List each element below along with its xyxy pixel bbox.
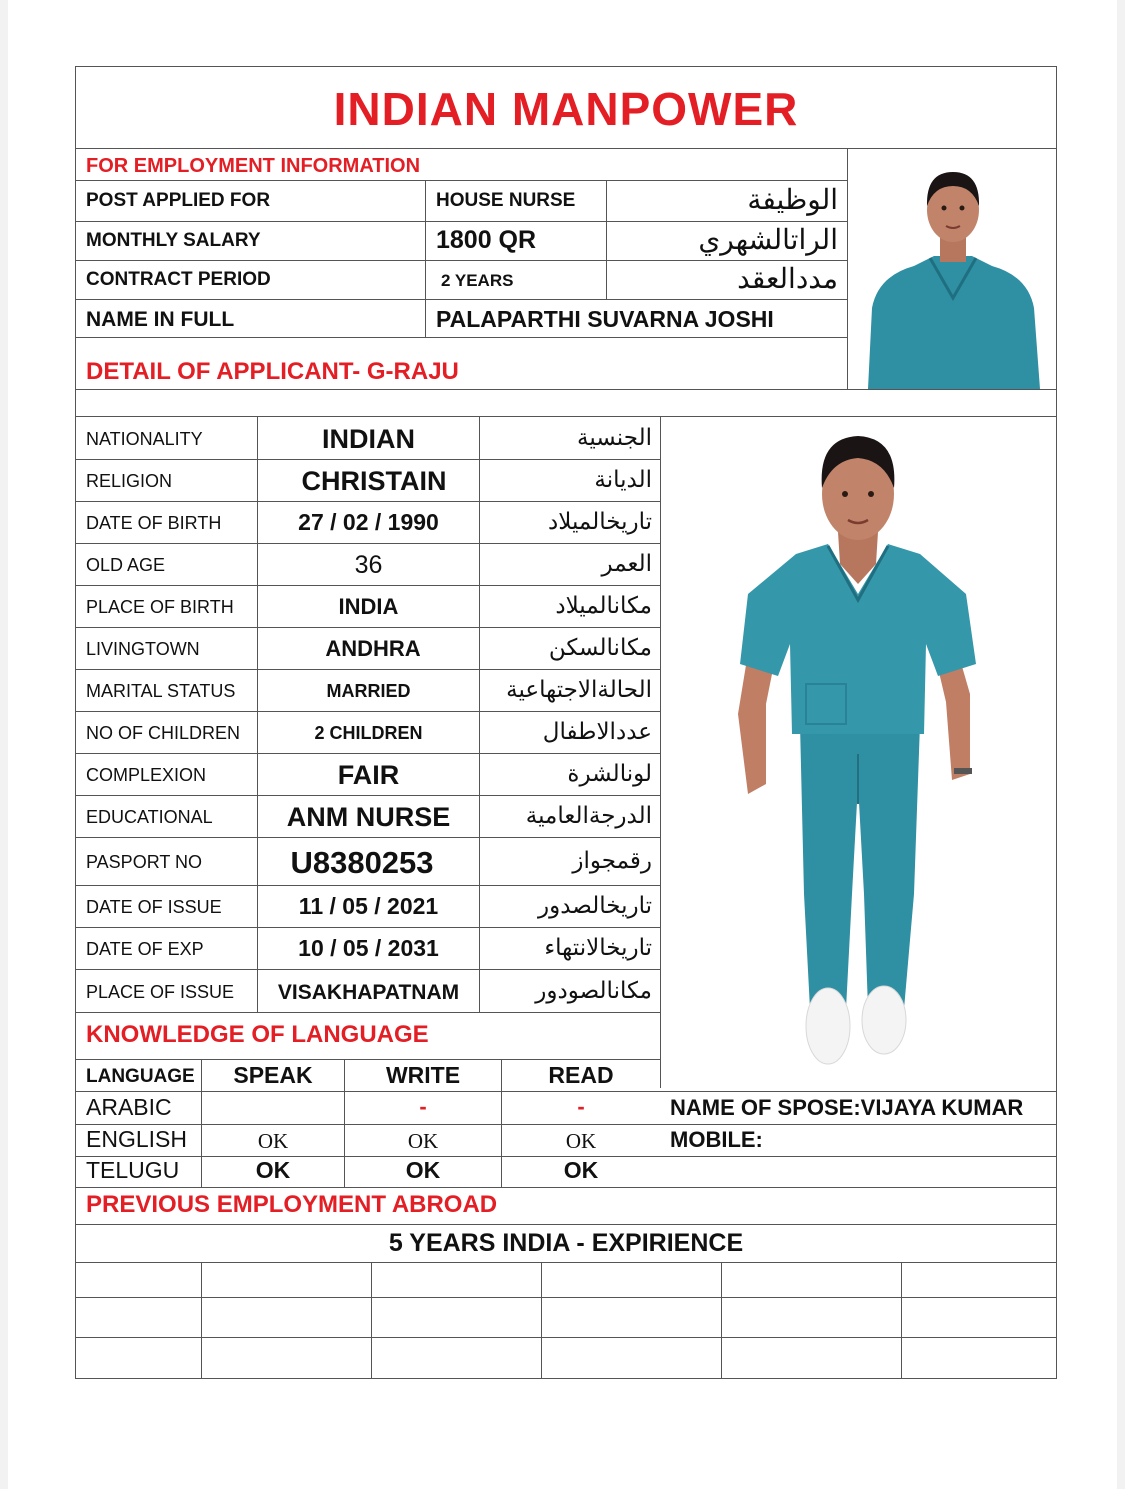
passport-label: PASPORT NO — [86, 852, 203, 872]
dob-label: DATE OF BIRTH — [86, 513, 222, 533]
complexion-label: COMPLEXION — [86, 765, 207, 785]
applicant-heading: DETAIL OF APPLICANT- G-RAJU — [86, 358, 459, 385]
date-of-exp-label: DATE OF EXP — [86, 939, 204, 959]
age-arabic: العمر — [601, 550, 652, 576]
place-of-issue-label: PLACE OF ISSUE — [86, 982, 235, 1002]
passport-arabic: رقمجواز — [572, 847, 652, 873]
religion-label: RELIGION — [86, 471, 173, 491]
educational-arabic: الدرجةالعامية — [525, 802, 652, 828]
dob-arabic: تاريخالميلاد — [548, 508, 652, 534]
children-arabic: عددالاطفال — [542, 718, 652, 744]
write-col-header: WRITE — [385, 1062, 461, 1088]
educational-value: ANM NURSE — [286, 802, 451, 832]
contract-period-arabic: مددالعقد — [737, 263, 838, 294]
telugu-language: TELUGU — [86, 1157, 180, 1183]
english-write: OK — [407, 1129, 439, 1153]
previous-employment-heading: PREVIOUS EMPLOYMENT ABROAD — [86, 1191, 498, 1218]
dob-value: 27 / 02 / 1990 — [298, 509, 439, 535]
post-applied-label: POST APPLIED FOR — [86, 190, 271, 211]
post-applied-arabic: الوظيفة — [747, 184, 838, 215]
english-read: OK — [565, 1129, 597, 1153]
date-of-issue-arabic: تاريخالصدور — [537, 892, 652, 918]
page-title: INDIAN MANPOWER — [333, 83, 799, 135]
complexion-arabic: لونالشرة — [567, 760, 652, 786]
marital-status-value: MARRIED — [326, 681, 411, 701]
children-label: NO OF CHILDREN — [86, 723, 241, 743]
age-label: OLD AGE — [86, 555, 166, 575]
applicant-photo-small — [864, 158, 1042, 389]
contract-period-label: CONTRACT PERIOD — [86, 269, 271, 290]
arabic-language: ARABIC — [86, 1094, 172, 1120]
read-col-header: READ — [548, 1062, 614, 1088]
full-name-label: NAME IN FULL — [86, 308, 235, 331]
place-of-issue-value: VISAKHAPATNAM — [277, 981, 460, 1004]
religion-value: CHRISTAIN — [301, 466, 447, 496]
post-applied-value: HOUSE NURSE — [436, 190, 576, 211]
full-name-value: PALAPARTHI SUVARNA JOSHI — [436, 306, 774, 332]
telugu-speak: OK — [255, 1157, 291, 1183]
nationality-label: NATIONALITY — [86, 429, 203, 449]
contract-period-value: 2 YEARS — [441, 271, 514, 290]
place-of-birth-label: PLACE OF BIRTH — [86, 597, 234, 617]
telugu-read: OK — [563, 1157, 599, 1183]
nationality-value: INDIAN — [322, 424, 415, 454]
spouse-name: NAME OF SPOSE:VIJAYA KUMAR — [670, 1095, 1024, 1120]
applicant-photo-full — [708, 424, 1008, 1084]
monthly-salary-label: MONTHLY SALARY — [86, 230, 261, 251]
children-value: 2 CHILDREN — [314, 723, 423, 743]
english-language: ENGLISH — [86, 1126, 187, 1152]
living-town-arabic: مكانالسكن — [548, 634, 652, 660]
living-town-label: LIVINGTOWN — [86, 639, 200, 659]
place-of-issue-arabic: مكانالصودور — [535, 977, 652, 1003]
monthly-salary-value: 1800 QR — [436, 226, 537, 254]
previous-employment-summary: 5 YEARS INDIA - EXPIRIENCE — [388, 1229, 744, 1257]
marital-status-label: MARITAL STATUS — [86, 681, 236, 701]
language-heading: KNOWLEDGE OF LANGUAGE — [86, 1021, 429, 1048]
page — [8, 0, 1117, 1489]
arabic-write: - — [419, 1094, 427, 1119]
monthly-salary-arabic: الراتالشهري — [698, 224, 838, 255]
language-col-header: LANGUAGE — [86, 1066, 195, 1087]
complexion-value: FAIR — [337, 760, 400, 790]
living-town-value: ANDHRA — [325, 636, 421, 661]
telugu-write: OK — [405, 1157, 441, 1183]
age-value: 36 — [354, 551, 383, 579]
date-of-issue-label: DATE OF ISSUE — [86, 897, 222, 917]
english-speak: OK — [257, 1129, 289, 1153]
marital-status-arabic: الحالةالاجتهاعية — [506, 676, 652, 702]
date-of-issue-value: 11 / 05 / 2021 — [298, 893, 439, 919]
date-of-exp-value: 10 / 05 / 2031 — [298, 935, 439, 961]
place-of-birth-value: INDIA — [338, 594, 399, 619]
passport-value: U8380253 — [290, 845, 434, 880]
educational-label: EDUCATIONAL — [86, 807, 213, 827]
place-of-birth-arabic: مكانالميلاد — [555, 592, 652, 618]
date-of-exp-arabic: تاريخالانتهاء — [544, 934, 652, 960]
religion-arabic: الديانة — [594, 466, 652, 492]
spouse-mobile: MOBILE: — [670, 1127, 763, 1152]
speak-col-header: SPEAK — [233, 1062, 313, 1088]
nationality-arabic: الجنسية — [577, 424, 652, 450]
employment-section-title: FOR EMPLOYMENT INFORMATION — [86, 155, 421, 177]
arabic-read: - — [577, 1094, 585, 1119]
